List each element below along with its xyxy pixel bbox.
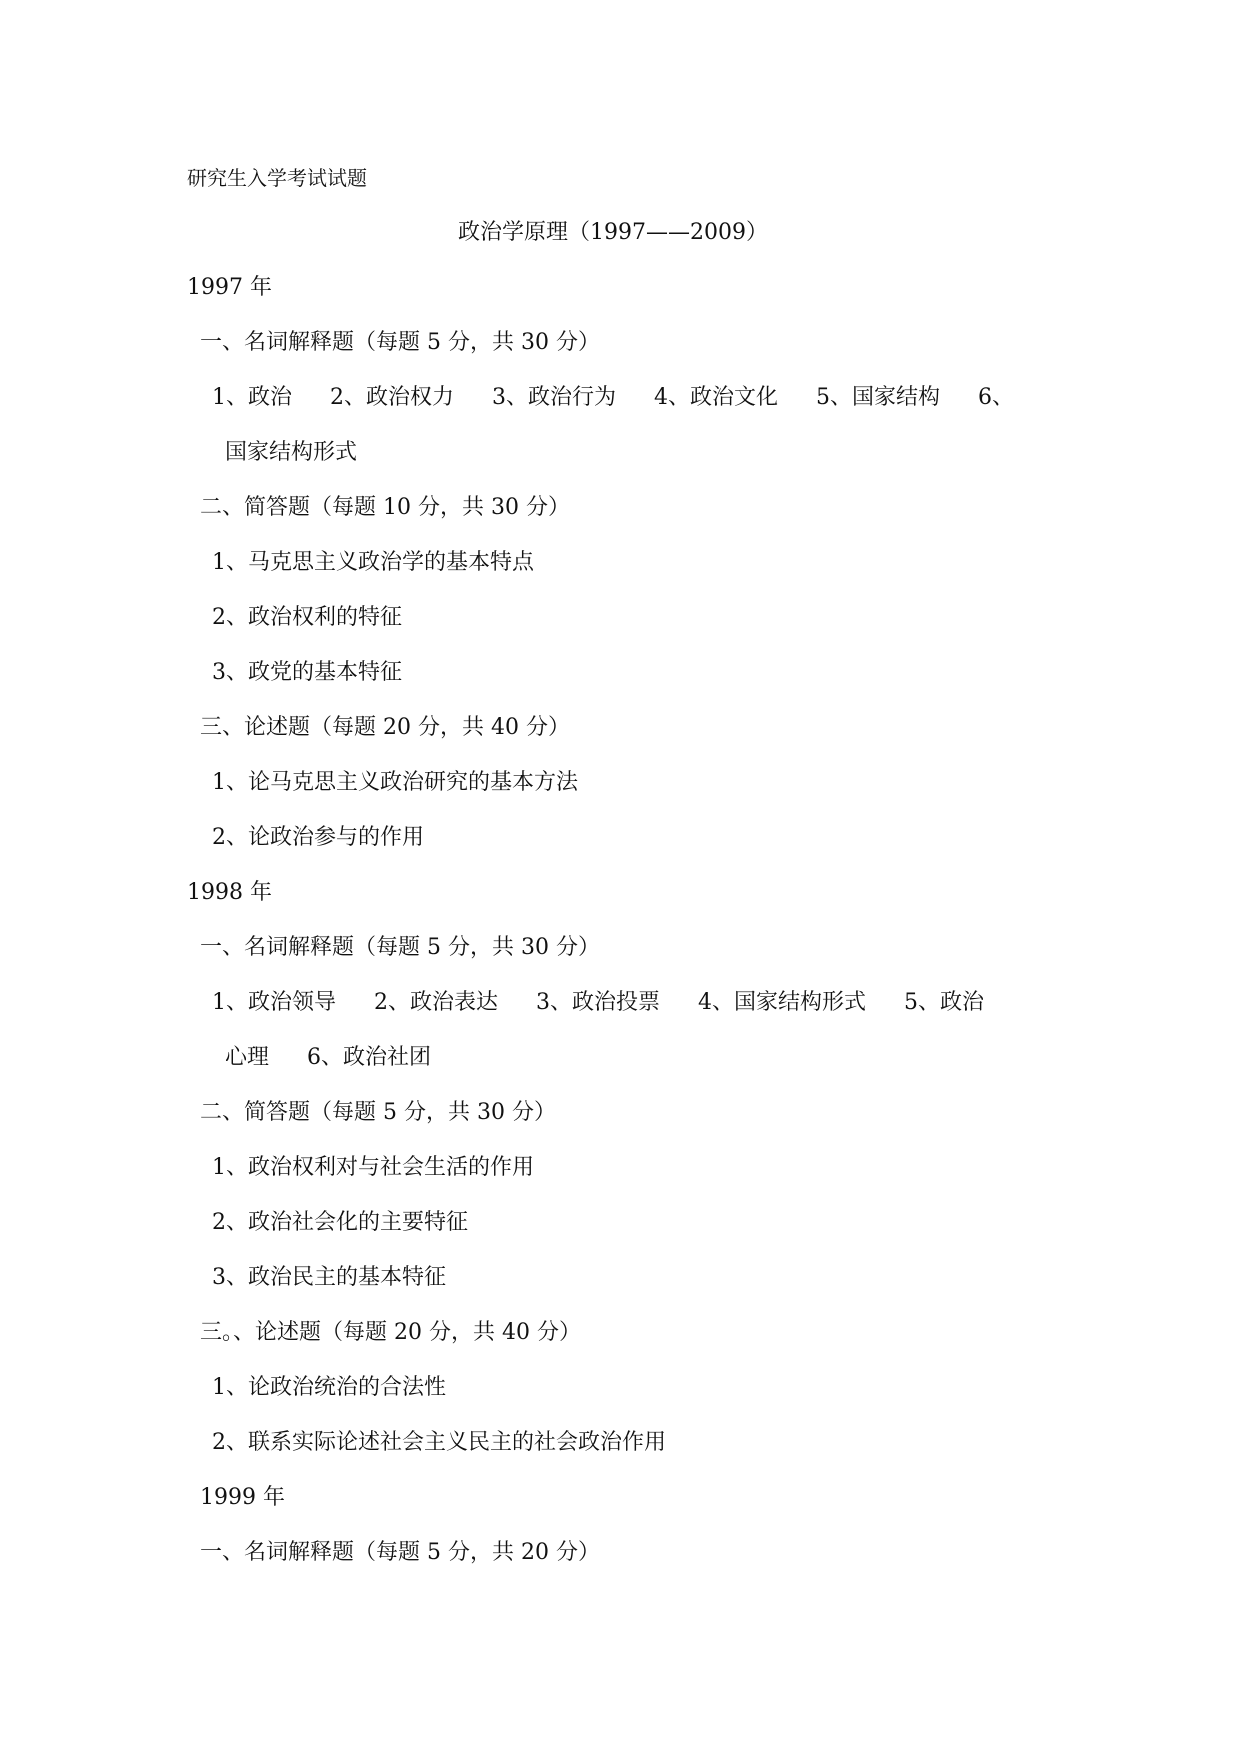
section-heading: 三。、论述题（每题 20 分，共 40 分） bbox=[200, 1320, 581, 1345]
term-continuation bbox=[225, 1045, 431, 1071]
section-heading: 二、简答题（每题 5 分，共 30 分） bbox=[200, 1100, 556, 1125]
term-item: 5、政治 bbox=[904, 990, 984, 1015]
term-item: 3、政治投票 bbox=[536, 990, 660, 1015]
question-item: 1、政治权利对与社会生活的作用 bbox=[212, 1155, 534, 1180]
term-list-1998 bbox=[212, 990, 984, 1016]
term-item: 4、国家结构形式 bbox=[698, 990, 866, 1015]
term-item: 2、政治权力 bbox=[330, 385, 454, 410]
question-item: 1、论政治统治的合法性 bbox=[212, 1375, 446, 1400]
term-item: 2、政治表达 bbox=[374, 990, 498, 1015]
term-item: 1、政治 bbox=[212, 385, 292, 410]
document-title: 政治学原理（1997——2009） bbox=[458, 220, 768, 245]
section-heading: 一、名词解释题（每题 5 分，共 30 分） bbox=[200, 935, 600, 960]
term-item: 5、国家结构 bbox=[816, 385, 940, 410]
term-continuation: 国家结构形式 bbox=[225, 440, 358, 465]
question-item: 3、政党的基本特征 bbox=[212, 660, 402, 685]
section-heading: 三、论述题（每题 20 分，共 40 分） bbox=[200, 715, 570, 740]
term-list-1997 bbox=[212, 385, 1014, 411]
term-item: 6、 bbox=[978, 385, 1014, 410]
question-item: 1、马克思主义政治学的基本特点 bbox=[212, 550, 534, 575]
year-heading-1998: 1998 年 bbox=[187, 880, 272, 905]
question-item: 2、论政治参与的作用 bbox=[212, 825, 424, 850]
term-item: 6、政治社团 bbox=[307, 1045, 432, 1070]
year-heading-1999: 1999 年 bbox=[200, 1485, 285, 1510]
year-heading-1997: 1997 年 bbox=[187, 275, 272, 300]
section-heading: 一、名词解释题（每题 5 分，共 20 分） bbox=[200, 1540, 600, 1565]
question-item: 2、联系实际论述社会主义民主的社会政治作用 bbox=[212, 1430, 666, 1455]
section-heading: 二、简答题（每题 10 分，共 30 分） bbox=[200, 495, 570, 520]
document-header: 研究生入学考试试题 bbox=[187, 166, 367, 190]
term-item: 心理 bbox=[225, 1045, 270, 1070]
section-heading: 一、名词解释题（每题 5 分，共 30 分） bbox=[200, 330, 600, 355]
question-item: 1、论马克思主义政治研究的基本方法 bbox=[212, 770, 578, 795]
question-item: 2、政治权利的特征 bbox=[212, 605, 402, 630]
term-item: 3、政治行为 bbox=[492, 385, 616, 410]
question-item: 2、政治社会化的主要特征 bbox=[212, 1210, 468, 1235]
term-item: 1、政治领导 bbox=[212, 990, 336, 1015]
question-item: 3、政治民主的基本特征 bbox=[212, 1265, 446, 1290]
term-item: 4、政治文化 bbox=[654, 385, 778, 410]
